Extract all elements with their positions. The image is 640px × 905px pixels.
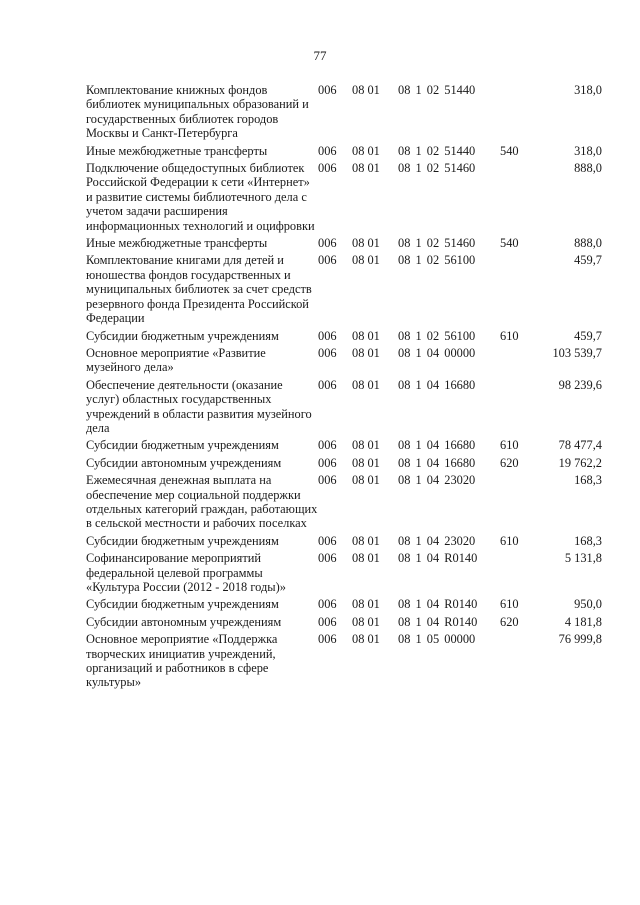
- target-article-code: 08 1 04 00000: [398, 345, 476, 360]
- department-code: 006: [318, 328, 337, 343]
- table-row: [86, 534, 602, 551]
- row-name: Софинансирование мероприятий федеральной целевой программы «Культура России (2012 - 2018 годы)»: [86, 551, 286, 594]
- row-name: Субсидии бюджетным учреждениям: [86, 533, 279, 548]
- department-code: 006: [318, 597, 337, 612]
- row-name: Основное мероприятие «Развитие музейного дела»: [86, 345, 266, 375]
- section-code: 08 01: [352, 236, 380, 251]
- target-article-code: 08 1 04 16680: [398, 438, 476, 453]
- table-row: [86, 144, 602, 161]
- target-article-code: 08 1 04 R0140: [398, 597, 478, 612]
- row-name: Подключение общедоступных библиотек Российской Федерации к сети «Интернет» и развитие системы библиотечного дела с учетом задачи расширения информационных технологий и оцифровки: [86, 161, 315, 233]
- target-article-code: 08 1 02 51440: [398, 143, 476, 158]
- department-code: 006: [318, 236, 337, 251]
- row-sum: 98 239,6: [558, 377, 602, 392]
- row-name: Субсидии бюджетным учреждениям: [86, 328, 279, 343]
- section-code: 08 01: [352, 597, 380, 612]
- section-code: 08 01: [352, 614, 380, 629]
- section-code: 08 01: [352, 632, 380, 647]
- expense-type-code: [500, 632, 530, 693]
- expense-type-code: [500, 346, 530, 378]
- expense-type-code: 610: [500, 438, 519, 453]
- department-code: 006: [318, 345, 337, 360]
- section-code: 08 01: [352, 143, 380, 158]
- target-article-code: 08 1 05 00000: [398, 632, 476, 647]
- row-sum: 459,7: [574, 328, 602, 343]
- department-code: 006: [318, 533, 337, 548]
- row-sum: 318,0: [574, 143, 602, 158]
- section-code: 08 01: [352, 473, 380, 488]
- department-code: 006: [318, 551, 337, 566]
- row-name: Комплектование книжных фондов библиотек муниципальных образований и государственных библиотек городов Москвы и Санкт-Петербурга: [86, 83, 309, 141]
- target-article-code: 08 1 04 R0140: [398, 551, 478, 566]
- target-article-code: 08 1 04 23020: [398, 473, 476, 488]
- row-name: Ежемесячная денежная выплата на обеспечение мер социальной поддержки отдельных категорий граждан, работающих в сельской местности и рабочих поселках: [86, 473, 318, 531]
- budget-table: [86, 83, 602, 693]
- section-code: 08 01: [352, 83, 380, 97]
- row-sum: 888,0: [574, 161, 602, 176]
- row-name: Иные межбюджетные трансферты: [86, 236, 268, 251]
- row-sum: 19 762,2: [558, 455, 602, 470]
- department-code: 006: [318, 438, 337, 453]
- row-name: Субсидии бюджетным учреждениям: [86, 597, 279, 612]
- department-code: 006: [318, 473, 337, 488]
- row-name: Субсидии бюджетным учреждениям: [86, 438, 279, 453]
- row-name: Основное мероприятие «Поддержка творческих инициатив учреждений, организаций и работников в сфере культуры»: [86, 632, 278, 690]
- target-article-code: 08 1 04 16680: [398, 377, 476, 392]
- target-article-code: 08 1 02 51460: [398, 236, 476, 251]
- target-article-code: 08 1 04 R0140: [398, 614, 478, 629]
- section-code: 08 01: [352, 551, 380, 566]
- table-row: [86, 346, 602, 378]
- table-row: [86, 253, 602, 328]
- row-sum: 78 477,4: [558, 438, 602, 453]
- table-row: [86, 236, 602, 253]
- department-code: 006: [318, 83, 337, 97]
- table-row: [86, 329, 602, 346]
- section-code: 08 01: [352, 455, 380, 470]
- row-name: Иные межбюджетные трансферты: [86, 143, 268, 158]
- row-sum: 168,3: [574, 533, 602, 548]
- table-row: [86, 438, 602, 455]
- row-sum: 168,3: [574, 473, 602, 488]
- row-sum: 76 999,8: [558, 632, 602, 647]
- table-row: [86, 632, 602, 693]
- section-code: 08 01: [352, 377, 380, 392]
- target-article-code: 08 1 04 23020: [398, 533, 476, 548]
- budget-table-body: [86, 83, 602, 693]
- expense-type-code: [500, 551, 530, 597]
- table-row: [86, 161, 602, 236]
- section-code: 08 01: [352, 533, 380, 548]
- row-name: Обеспечение деятельности (оказание услуг) областных государственных учреждений в области развития музейного дела: [86, 377, 312, 435]
- department-code: 006: [318, 632, 337, 647]
- table-row: [86, 597, 602, 614]
- expense-type-code: 610: [500, 328, 519, 343]
- department-code: 006: [318, 455, 337, 470]
- target-article-code: 08 1 02 56100: [398, 253, 476, 268]
- target-article-code: 08 1 02 56100: [398, 328, 476, 343]
- department-code: 006: [318, 143, 337, 158]
- section-code: 08 01: [352, 345, 380, 360]
- page-number: 77: [313, 48, 327, 63]
- target-article-code: 08 1 02 51440: [398, 83, 476, 97]
- row-sum: 459,7: [574, 253, 602, 268]
- row-name: Комплектование книгами для детей и юношества фондов государственных и муниципальных библиотек за счет средств резервного фонда Президента Российской Федерации: [86, 253, 312, 326]
- expense-type-code: [500, 161, 530, 236]
- department-code: 006: [318, 614, 337, 629]
- section-code: 08 01: [352, 328, 380, 343]
- target-article-code: 08 1 04 16680: [398, 455, 476, 470]
- department-code: 006: [318, 377, 337, 392]
- department-code: 006: [318, 161, 337, 176]
- table-row: [86, 83, 602, 144]
- table-row: [86, 378, 602, 439]
- expense-type-code: [500, 253, 530, 328]
- target-article-code: 08 1 02 51460: [398, 161, 476, 176]
- row-sum: 4 181,8: [564, 614, 602, 629]
- row-name: Субсидии автономным учреждениям: [86, 455, 282, 470]
- table-row: [86, 615, 602, 632]
- row-name: Субсидии автономным учреждениям: [86, 614, 282, 629]
- expense-type-code: 540: [500, 236, 519, 251]
- section-code: 08 01: [352, 438, 380, 453]
- row-sum: 888,0: [574, 236, 602, 251]
- department-code: 006: [318, 253, 337, 268]
- section-code: 08 01: [352, 253, 380, 268]
- row-sum: 103 539,7: [552, 345, 602, 360]
- row-sum: 950,0: [574, 597, 602, 612]
- row-sum: 318,0: [574, 83, 602, 97]
- expense-type-code: 620: [500, 614, 519, 629]
- table-row: [86, 551, 602, 597]
- expense-type-code: 610: [500, 533, 519, 548]
- row-sum: 5 131,8: [564, 551, 602, 566]
- expense-type-code: 610: [500, 597, 519, 612]
- section-code: 08 01: [352, 161, 380, 176]
- expense-type-code: [500, 83, 530, 144]
- expense-type-code: 540: [500, 143, 519, 158]
- table-row: [86, 456, 602, 473]
- expense-type-code: 620: [500, 455, 519, 470]
- expense-type-code: [500, 473, 530, 534]
- expense-type-code: [500, 378, 530, 439]
- table-row: [86, 473, 602, 534]
